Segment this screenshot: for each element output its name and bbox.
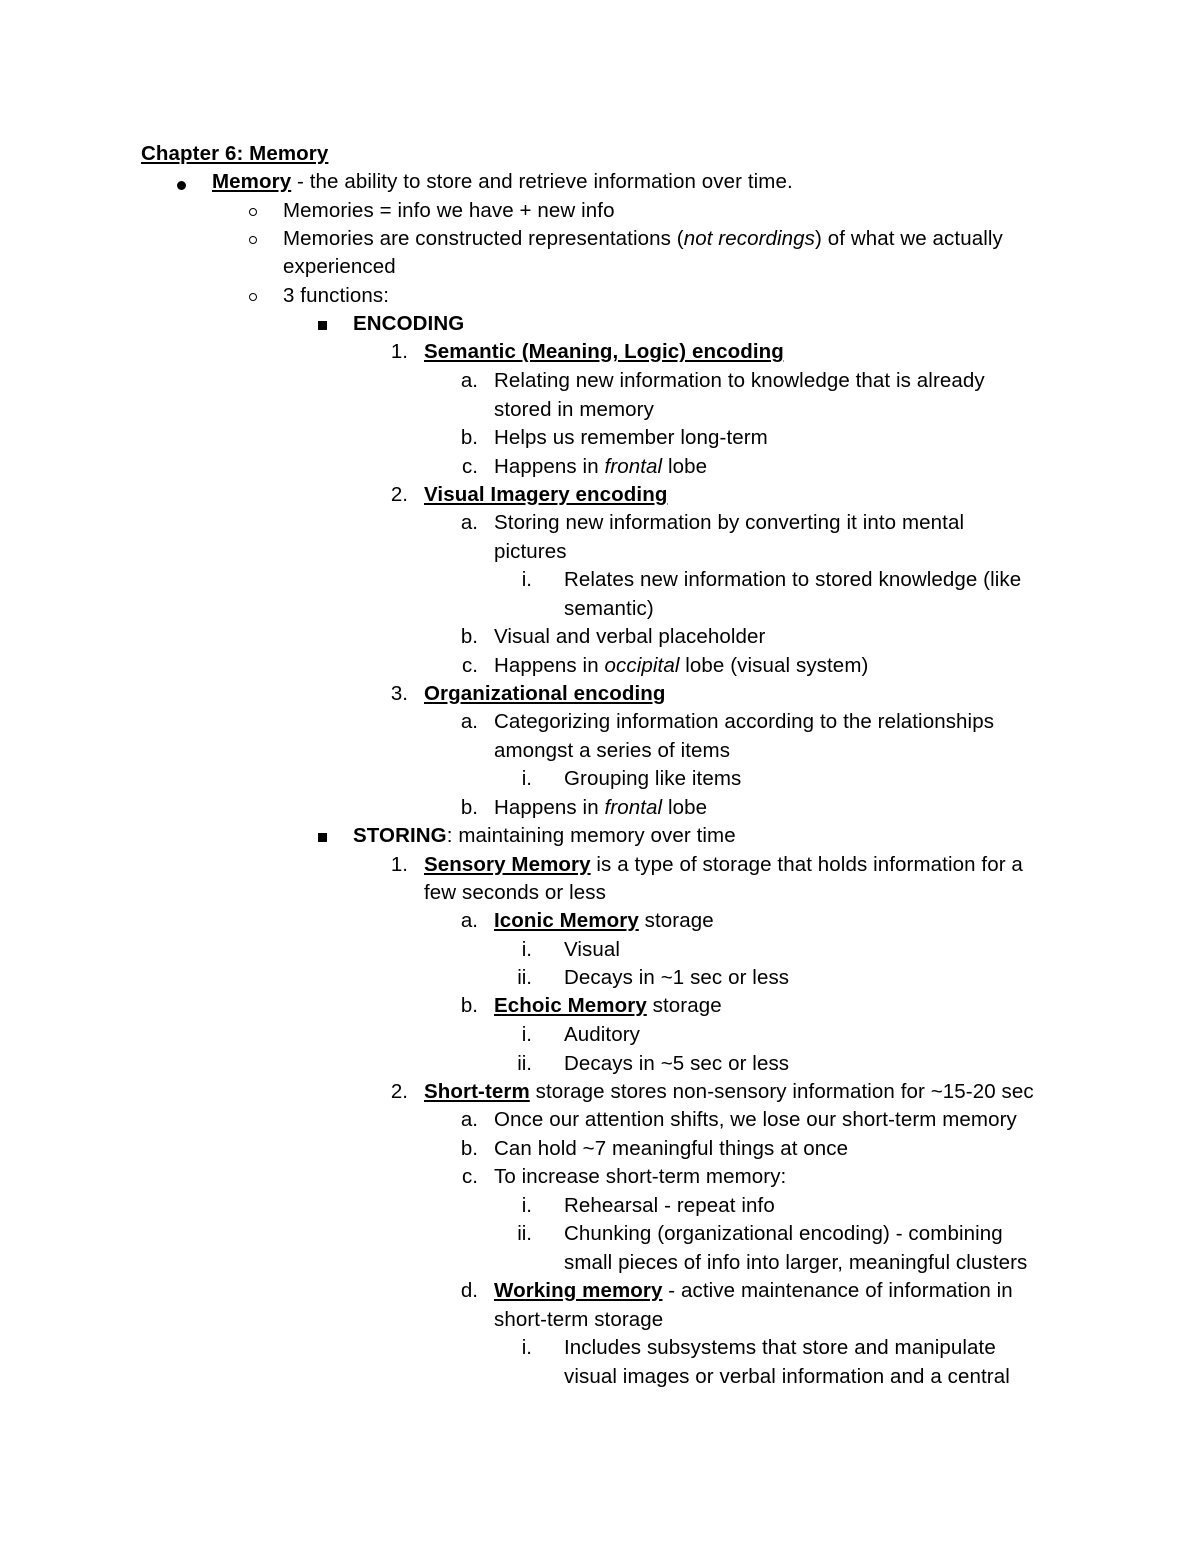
list-item-cont: few seconds or less	[424, 881, 606, 904]
text: lobe	[662, 455, 708, 478]
list-item: To increase short-term memory:	[494, 1165, 787, 1188]
sub-item-1: Memories = info we have + new info	[283, 199, 615, 222]
list-roman: ii.	[517, 1222, 532, 1245]
bullet-disc	[177, 181, 186, 190]
list-item-cont: amongst a series of items	[494, 739, 731, 762]
list-roman: i.	[521, 1194, 532, 1217]
list-item-cont: visual images or verbal information and a central	[564, 1365, 1010, 1388]
semantic-encoding-title: Semantic (Meaning, Logic) encoding	[424, 340, 784, 363]
list-letter: b.	[460, 796, 478, 819]
list-item: Decays in ~5 sec or less	[564, 1052, 790, 1075]
italic-text: occipital	[604, 654, 680, 677]
list-roman: i.	[521, 1023, 532, 1046]
list-item: Helps us remember long-term	[494, 426, 768, 449]
bullet-square	[318, 833, 327, 842]
list-item: Can hold ~7 meaningful things at once	[494, 1137, 849, 1160]
term: Working memory	[494, 1279, 663, 1302]
text: storage	[638, 909, 714, 932]
list-letter: a.	[460, 710, 478, 733]
italic-text: not recordings	[683, 227, 816, 250]
bullet-square	[318, 321, 327, 330]
list-item: Grouping like items	[564, 767, 742, 790]
italic-text: frontal	[604, 796, 663, 819]
sub-item-3: 3 functions:	[283, 284, 390, 307]
encoding-heading: ENCODING	[353, 312, 465, 335]
list-letter: b.	[460, 426, 478, 449]
list-item: Storing new information by converting it into mental	[494, 511, 965, 534]
list-number: 1.	[390, 340, 408, 363]
list-roman: ii.	[517, 1052, 532, 1075]
sensory-memory-item	[424, 851, 1023, 880]
iconic-memory-item	[494, 907, 714, 936]
list-letter: a.	[460, 909, 478, 932]
list-item: Visual	[564, 938, 621, 961]
list-item: Auditory	[564, 1023, 641, 1046]
list-roman: ii.	[517, 966, 532, 989]
text: Happens in	[494, 796, 605, 819]
list-item	[494, 652, 868, 681]
working-memory-item	[494, 1277, 1013, 1306]
list-number: 1.	[390, 853, 408, 876]
list-roman: i.	[521, 568, 532, 591]
list-number: 2.	[390, 483, 408, 506]
list-item	[494, 453, 707, 482]
list-letter: c.	[462, 455, 478, 478]
list-letter: b.	[460, 1137, 478, 1160]
term: Sensory Memory	[424, 853, 591, 876]
short-term-item	[424, 1078, 1034, 1107]
organizational-encoding-title: Organizational encoding	[424, 682, 666, 705]
text: Happens in	[494, 654, 605, 677]
text: lobe	[662, 796, 708, 819]
list-item-cont: small pieces of info into larger, meaningful clusters	[564, 1251, 1028, 1274]
text: - active maintenance of information in	[662, 1279, 1013, 1302]
list-item-cont: semantic)	[564, 597, 654, 620]
list-item: Once our attention shifts, we lose our short-term memory	[494, 1108, 1017, 1131]
text: Memories are constructed representations (	[283, 227, 684, 250]
list-item: Categorizing information according to the relationships	[494, 710, 995, 733]
list-letter: c.	[462, 654, 478, 677]
text: is a type of storage that holds information for a	[590, 853, 1023, 876]
list-letter: d.	[460, 1279, 478, 1302]
list-item-cont: pictures	[494, 540, 567, 563]
list-letter: a.	[460, 369, 478, 392]
text: ) of what we actually	[815, 227, 1003, 250]
page-title: Chapter 6: Memory	[141, 142, 329, 165]
list-roman: i.	[521, 767, 532, 790]
list-letter: b.	[460, 625, 478, 648]
list-roman: i.	[521, 1336, 532, 1359]
list-letter: c.	[462, 1165, 478, 1188]
sub-item-2-cont: experienced	[283, 255, 396, 278]
list-item: Includes subsystems that store and manipulate	[564, 1336, 996, 1359]
list-item: Relates new information to stored knowledge (like	[564, 568, 1022, 591]
term: Echoic Memory	[494, 994, 647, 1017]
memory-term: Memory	[212, 170, 292, 193]
list-letter: b.	[460, 994, 478, 1017]
list-item: Decays in ~1 sec or less	[564, 966, 790, 989]
echoic-memory-item	[494, 992, 722, 1021]
list-letter: a.	[460, 511, 478, 534]
list-letter: a.	[460, 1108, 478, 1131]
bullet-ring	[249, 208, 257, 216]
list-roman: i.	[521, 938, 532, 961]
list-item	[494, 794, 707, 823]
bold-text: STORING	[353, 824, 447, 847]
sub-item-2	[283, 225, 1003, 254]
bullet-ring	[249, 293, 257, 301]
text: lobe (visual system)	[679, 654, 869, 677]
term: Iconic Memory	[494, 909, 639, 932]
text: Happens in	[494, 455, 605, 478]
list-item: Visual and verbal placeholder	[494, 625, 766, 648]
italic-text: frontal	[604, 455, 663, 478]
list-item: Rehearsal - repeat info	[564, 1194, 775, 1217]
text: storage	[646, 994, 722, 1017]
list-item: Chunking (organizational encoding) - combining	[564, 1222, 1003, 1245]
text: : maintaining memory over time	[446, 824, 736, 847]
list-item: Relating new information to knowledge that is already	[494, 369, 985, 392]
memory-def-text: - the ability to store and retrieve information over time.	[291, 170, 793, 193]
memory-definition	[212, 168, 793, 197]
list-number: 2.	[390, 1080, 408, 1103]
visual-imagery-title: Visual Imagery encoding	[424, 483, 668, 506]
text: storage stores non-sensory information for ~15-20 sec	[529, 1080, 1034, 1103]
term: Short-term	[424, 1080, 530, 1103]
list-item-cont: short-term storage	[494, 1308, 664, 1331]
bullet-ring	[249, 236, 257, 244]
list-number: 3.	[390, 682, 408, 705]
list-item-cont: stored in memory	[494, 398, 654, 421]
storing-heading	[353, 822, 736, 851]
